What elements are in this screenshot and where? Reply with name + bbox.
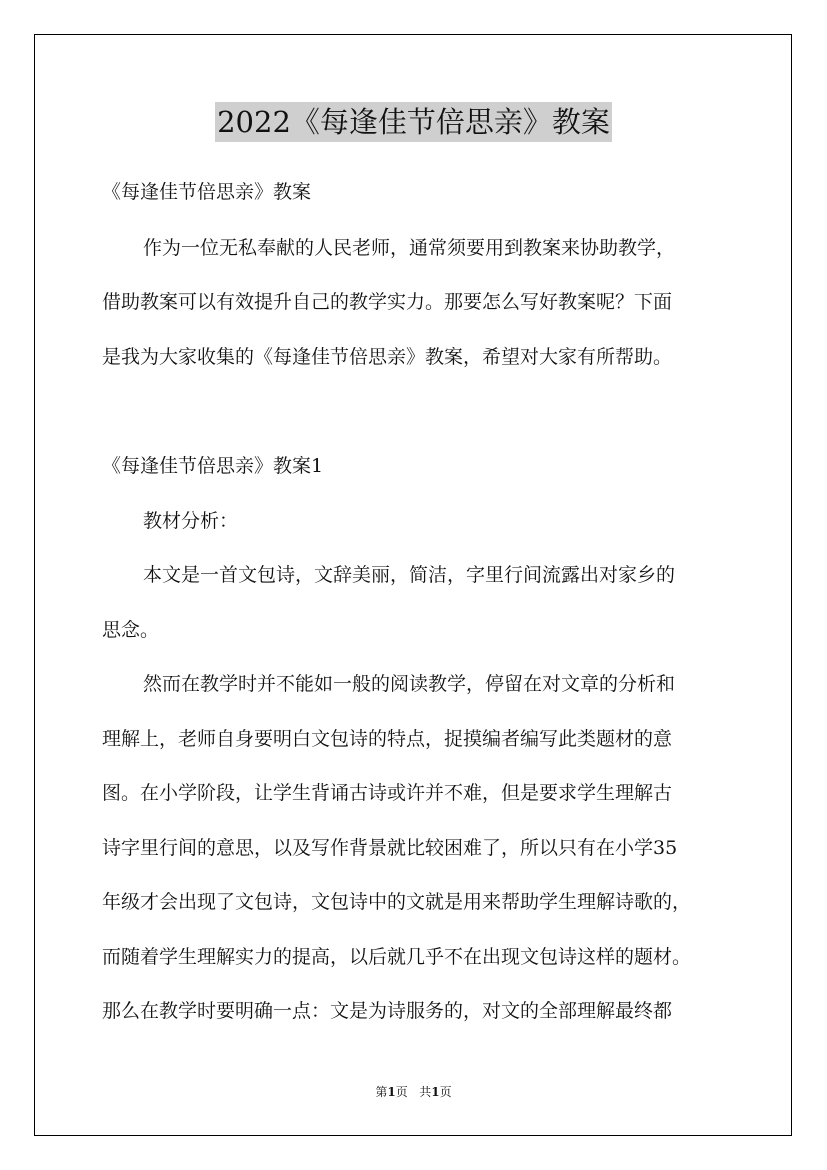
footer-page-total: 1 <box>431 1085 440 1099</box>
paragraph-line: 教材分析： <box>143 510 239 532</box>
title-container <box>0 102 827 142</box>
subtitle-line: 《每逢佳节倍思亲》教案 <box>102 181 312 203</box>
paragraph-line: 而随着学生理解实力的提高，以后就几乎不在出现文包诗这样的题材。 <box>102 946 692 968</box>
paragraph-line: 作为一位无私奉献的人民老师，通常须要用到教案来协助教学， <box>143 237 676 259</box>
paragraph-line: 然而在教学时并不能如一般的阅读教学，停留在对文章的分析和 <box>143 673 676 695</box>
paragraph-line: 思念。 <box>102 619 160 641</box>
paragraph-line: 是我为大家收集的《每逢佳节倍思亲》教案，希望对大家有所帮助。 <box>102 346 673 368</box>
footer-page-mid: 页 共 <box>395 1085 432 1099</box>
page-footer <box>0 1083 827 1101</box>
document-title: 2022《每逢佳节倍思亲》教案 <box>215 102 612 142</box>
section-heading: 《每逢佳节倍思亲》教案1 <box>102 455 324 477</box>
paragraph-line: 理解上，老师自身要明白文包诗的特点，捉摸编者编写此类题材的意 <box>102 728 673 750</box>
paragraph-line: 那么在教学时要明确一点：文是为诗服务的，对文的全部理解最终都 <box>102 1000 673 1022</box>
paragraph-line: 诗字里行间的意思，以及写作背景就比较困难了，所以只有在小学35 <box>102 837 678 859</box>
footer-page-prefix: 第 <box>375 1085 388 1099</box>
paragraph-line: 年级才会出现了文包诗，文包诗中的文就是用来帮助学生理解诗歌的， <box>102 891 692 913</box>
footer-page-current: 1 <box>387 1085 396 1099</box>
paragraph-line: 本文是一首文包诗，文辞美丽，简洁，字里行间流露出对家乡的 <box>143 564 676 586</box>
paragraph-line: 图。在小学阶段，让学生背诵古诗或许并不难，但是要求学生理解古 <box>102 782 673 804</box>
paragraph-line: 借助教案可以有效提升自己的教学实力。那要怎么写好教案呢？下面 <box>102 291 673 313</box>
footer-page-suffix: 页 <box>439 1085 452 1099</box>
